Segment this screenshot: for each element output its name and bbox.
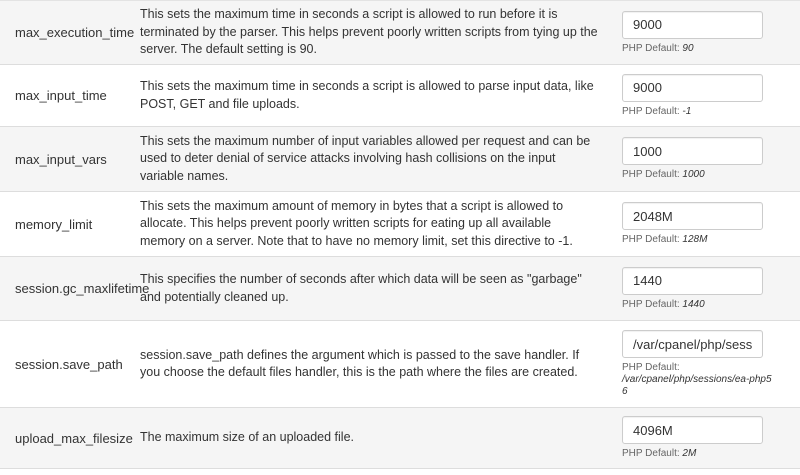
directive-name: max_execution_time <box>15 25 135 40</box>
directive-row-max-execution-time <box>0 1 800 65</box>
directive-row-max-input-vars <box>0 127 800 192</box>
directive-row-session-gc-maxlifetime <box>0 257 800 321</box>
upload-max-filesize-input[interactable] <box>622 416 763 444</box>
php-default-value: /var/cpanel/php/sessions/ea-php56 <box>622 374 772 397</box>
directive-description: This sets the maximum number of input variables allowed per request and can be used to deter denial of service attacks involving hash collisions on the input variable names. <box>140 133 591 183</box>
php-default <box>622 299 772 311</box>
directive-description: The maximum size of an uploaded file. <box>140 430 354 445</box>
php-default-label: PHP Default: <box>622 298 680 310</box>
php-default-label: PHP Default: <box>622 169 680 180</box>
max-execution-time-input[interactable] <box>622 11 763 39</box>
max-input-time-input[interactable] <box>622 74 763 102</box>
directive-name: upload_max_filesize <box>15 430 133 446</box>
php-default-label: PHP Default: <box>622 42 680 54</box>
php-default <box>622 362 772 398</box>
directive-value-cell <box>606 11 800 55</box>
directive-description: This sets the maximum time in seconds a script is allowed to run before it is terminated by the parser. This helps prevent poorly written scripts from tying up the server. The default setting is 90. <box>140 7 598 57</box>
php-default-value: 2M <box>682 448 697 459</box>
directive-name: max_input_vars <box>15 151 107 167</box>
php-default-value: 90 <box>682 42 694 54</box>
php-default <box>622 448 772 460</box>
directive-row-max-input-time <box>0 65 800 127</box>
directive-description: This sets the maximum time in seconds a script is allowed to parse input data, like POST, GET and file uploads. <box>140 79 594 111</box>
directive-row-upload-max-filesize <box>0 408 800 469</box>
directive-value-cell <box>606 416 800 460</box>
directive-value-cell <box>606 202 800 246</box>
max-input-vars-input[interactable] <box>622 137 763 165</box>
memory-limit-input[interactable] <box>622 202 763 230</box>
directive-value-cell <box>606 137 800 181</box>
php-default-value: -1 <box>682 105 692 117</box>
directive-row-memory-limit <box>0 192 800 257</box>
directive-row-session-save-path <box>0 321 800 408</box>
php-default-label: PHP Default: <box>622 448 680 459</box>
directive-description: This specifies the number of seconds after which data will be seen as "garbage" and potentially cleaned up. <box>140 272 582 304</box>
directive-name: max_input_time <box>15 88 107 103</box>
php-default <box>622 43 772 55</box>
directive-value-cell <box>606 74 800 118</box>
php-default <box>622 234 772 246</box>
php-default <box>622 106 772 118</box>
php-default-label: PHP Default: <box>622 105 680 117</box>
php-default-label: PHP Default: <box>622 362 680 373</box>
directive-description: session.save_path defines the argument which is passed to the save handler. If you choose the default files handler, this is the path where the files are created. <box>140 347 580 379</box>
directive-name: memory_limit <box>15 216 93 232</box>
php-default <box>622 169 772 181</box>
php-default-value: 128M <box>682 234 708 245</box>
php-default-value: 1000 <box>682 169 705 180</box>
directive-description: This sets the maximum amount of memory in bytes that a script is allowed to allocate. This helps prevent poorly written scripts for eating up all available memory on a server. Note that to have no memory limit, set this directive to -1. <box>140 198 573 248</box>
session-gc-maxlifetime-input[interactable] <box>622 267 763 295</box>
php-default-label: PHP Default: <box>622 234 680 245</box>
directive-value-cell <box>606 330 800 398</box>
directive-value-cell <box>606 267 800 311</box>
php-default-value: 1440 <box>682 298 705 310</box>
directive-name: session.save_path <box>15 356 123 372</box>
directive-name: session.gc_maxlifetime <box>15 281 150 296</box>
session-save-path-input[interactable] <box>622 330 763 358</box>
